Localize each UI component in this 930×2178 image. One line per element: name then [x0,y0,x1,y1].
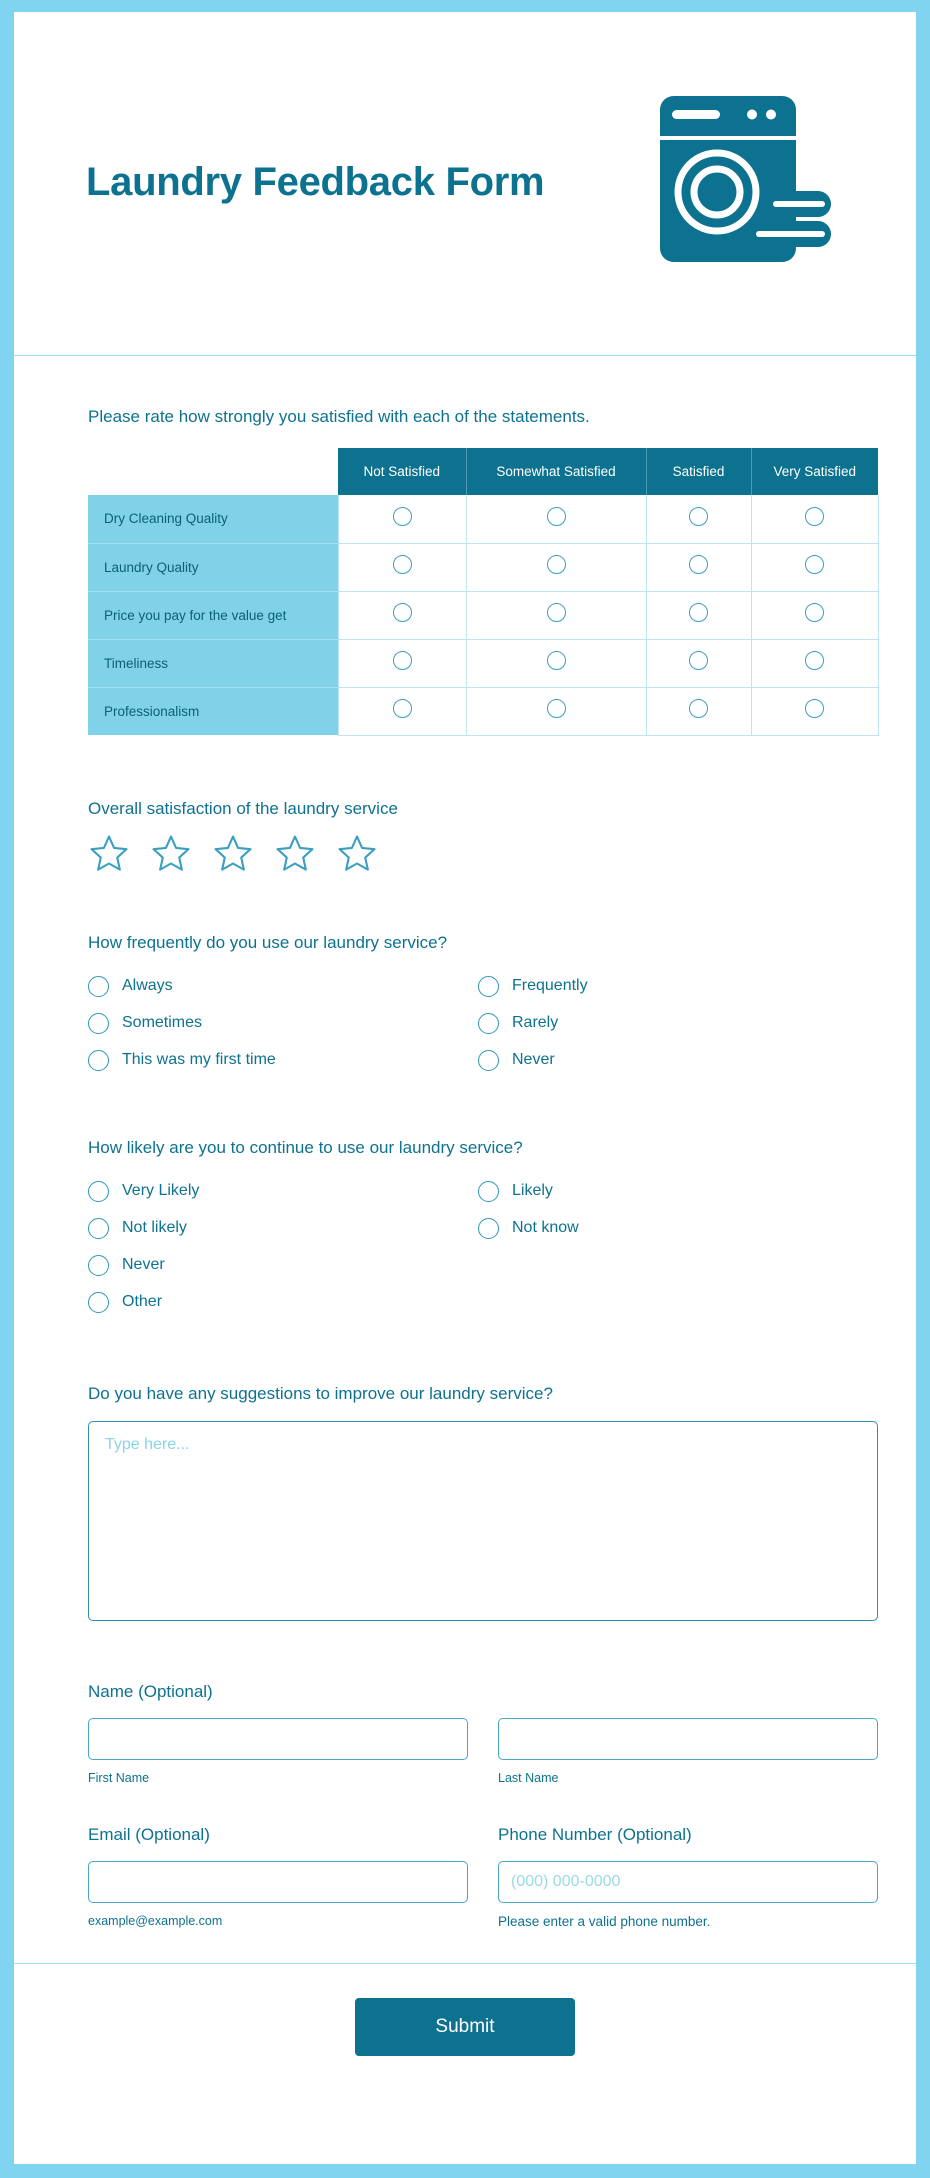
matrix-row-label: Dry Cleaning Quality [88,495,338,543]
last-name-input[interactable] [498,1718,878,1760]
radio-button[interactable] [88,1050,109,1071]
frequency-option-first-time[interactable] [88,1042,478,1079]
radio-button[interactable] [393,651,412,670]
radio-button[interactable] [393,603,412,622]
matrix-row [88,495,878,543]
first-name-col [88,1702,468,1785]
likelihood-label: How likely are you to continue to use our laundry service? [88,1137,523,1157]
option-label: Rarely [512,1014,559,1032]
matrix-prompt: Please rate how strongly you satisfied with each of the statements. [88,407,590,426]
option-label: Other [122,1293,163,1311]
matrix-row [88,639,878,687]
likelihood-option-not-likely[interactable] [88,1210,478,1247]
suggestions-textarea[interactable] [88,1421,878,1621]
option-label: Always [122,977,173,995]
matrix-row-label: Price you pay for the value get [88,591,338,639]
radio-button[interactable] [689,699,708,718]
frequency-option-sometimes[interactable] [88,1005,478,1042]
last-name-hint: Last Name [498,1770,559,1785]
radio-button[interactable] [88,1013,109,1034]
washing-machine-icon [642,82,832,272]
option-label: Very Likely [122,1182,200,1200]
frequency-option-always[interactable] [88,968,478,1005]
satisfaction-matrix [88,448,879,736]
matrix-radio-cell[interactable] [338,495,466,543]
matrix-radio-cell[interactable] [338,591,466,639]
matrix-radio-cell[interactable] [466,639,646,687]
matrix-radio-cell[interactable] [466,495,646,543]
radio-button[interactable] [805,651,824,670]
likelihood-question [88,1137,842,1321]
radio-button[interactable] [478,976,499,997]
matrix-row [88,543,878,591]
form-body [14,406,916,1929]
overall-rating-label: Overall satisfaction of the laundry service [88,798,398,818]
matrix-radio-cell[interactable] [751,687,878,735]
matrix-row-label: Laundry Quality [88,543,338,591]
matrix-radio-cell[interactable] [646,495,751,543]
matrix-column-header-3: Satisfied [646,448,751,495]
radio-button[interactable] [478,1181,499,1202]
radio-button[interactable] [805,555,824,574]
spacer [478,1247,868,1284]
form-card [14,12,916,2164]
matrix-radio-cell[interactable] [338,639,466,687]
radio-button[interactable] [805,603,824,622]
spacer [478,1284,868,1321]
option-label: Not know [512,1219,579,1237]
radio-button[interactable] [478,1050,499,1071]
radio-button[interactable] [393,507,412,526]
overall-rating-question [88,798,842,874]
option-label: Likely [512,1182,553,1200]
radio-button[interactable] [547,507,566,526]
form-footer [14,1963,916,2091]
star-icon-1[interactable] [88,832,130,874]
matrix-corner-cell [88,448,338,495]
matrix-row [88,591,878,639]
radio-button[interactable] [689,603,708,622]
radio-button[interactable] [689,555,708,574]
contact-fields [88,1682,842,1929]
frequency-option-rarely[interactable] [478,1005,868,1042]
option-label: This was my first time [122,1051,276,1069]
frequency-option-never[interactable] [478,1042,868,1079]
name-field-group [88,1682,842,1785]
frequency-label: How frequently do you use our laundry service? [88,932,448,952]
radio-button[interactable] [547,555,566,574]
matrix-radio-cell[interactable] [646,543,751,591]
matrix-radio-cell[interactable] [338,687,466,735]
star-icon-3[interactable] [212,832,254,874]
likelihood-option-not-know[interactable] [478,1210,868,1247]
email-phone-row [88,1825,842,1929]
phone-hint: Please enter a valid phone number. [498,1913,711,1929]
matrix-radio-cell[interactable] [338,543,466,591]
phone-input[interactable] [498,1861,878,1903]
last-name-col [498,1702,878,1785]
radio-button[interactable] [478,1013,499,1034]
email-field-group [88,1825,468,1929]
name-inputs-row [88,1702,842,1785]
matrix-row [88,687,878,735]
matrix-radio-cell[interactable] [751,495,878,543]
radio-button[interactable] [88,1181,109,1202]
radio-button[interactable] [393,699,412,718]
frequency-question [88,932,842,1079]
matrix-radio-cell[interactable] [646,591,751,639]
submit-button[interactable]: Submit [355,1998,575,2056]
matrix-radio-cell[interactable] [466,543,646,591]
matrix-radio-cell[interactable] [646,639,751,687]
form-header [14,12,916,356]
page-title: Laundry Feedback Form [86,160,545,204]
star-icon-2[interactable] [150,832,192,874]
email-input[interactable] [88,1861,468,1903]
radio-button[interactable] [689,651,708,670]
radio-button[interactable] [805,699,824,718]
matrix-row-label: Timeliness [88,639,338,687]
star-rating[interactable] [88,832,842,874]
first-name-input[interactable] [88,1718,468,1760]
option-label: Sometimes [122,1014,203,1032]
name-label: Name (Optional) [88,1681,213,1701]
radio-button[interactable] [88,1292,109,1313]
first-name-hint: First Name [88,1770,150,1785]
radio-button[interactable] [478,1218,499,1239]
matrix-header-row [88,448,878,495]
matrix-radio-cell[interactable] [646,687,751,735]
radio-button[interactable] [88,1255,109,1276]
matrix-row-label: Professionalism [88,687,338,735]
option-label: Frequently [512,977,588,995]
radio-button[interactable] [393,555,412,574]
matrix-radio-cell[interactable] [466,591,646,639]
option-label: Never [122,1256,165,1274]
matrix-radio-cell[interactable] [751,591,878,639]
matrix-radio-cell[interactable] [751,543,878,591]
star-icon-4[interactable] [274,832,316,874]
matrix-radio-cell[interactable] [751,639,878,687]
email-hint: example@example.com [88,1913,223,1928]
matrix-column-header-1: Not Satisfied [338,448,466,495]
phone-field-group [498,1825,878,1929]
likelihood-option-very-likely[interactable] [88,1173,478,1210]
radio-button[interactable] [88,976,109,997]
option-label: Not likely [122,1219,187,1237]
likelihood-option-likely[interactable] [478,1173,868,1210]
matrix-column-header-2: Somewhat Satisfied [466,448,646,495]
radio-button[interactable] [88,1218,109,1239]
frequency-options [88,968,842,1079]
radio-button[interactable] [547,603,566,622]
radio-button[interactable] [689,507,708,526]
radio-button[interactable] [805,507,824,526]
matrix-question [88,406,857,736]
radio-button[interactable] [547,651,566,670]
matrix-radio-cell[interactable] [466,687,646,735]
matrix-column-header-4: Very Satisfied [751,448,878,495]
likelihood-option-never[interactable] [88,1247,478,1284]
likelihood-option-other[interactable] [88,1284,478,1321]
option-label: Never [512,1051,555,1069]
frequency-option-frequently[interactable] [478,968,868,1005]
star-icon-5[interactable] [336,832,378,874]
suggestions-question [88,1383,842,1626]
phone-label: Phone Number (Optional) [498,1824,692,1844]
suggestions-label: Do you have any suggestions to improve our laundry service? [88,1383,553,1403]
radio-button[interactable] [547,699,566,718]
likelihood-options [88,1173,842,1321]
email-label: Email (Optional) [88,1824,210,1844]
